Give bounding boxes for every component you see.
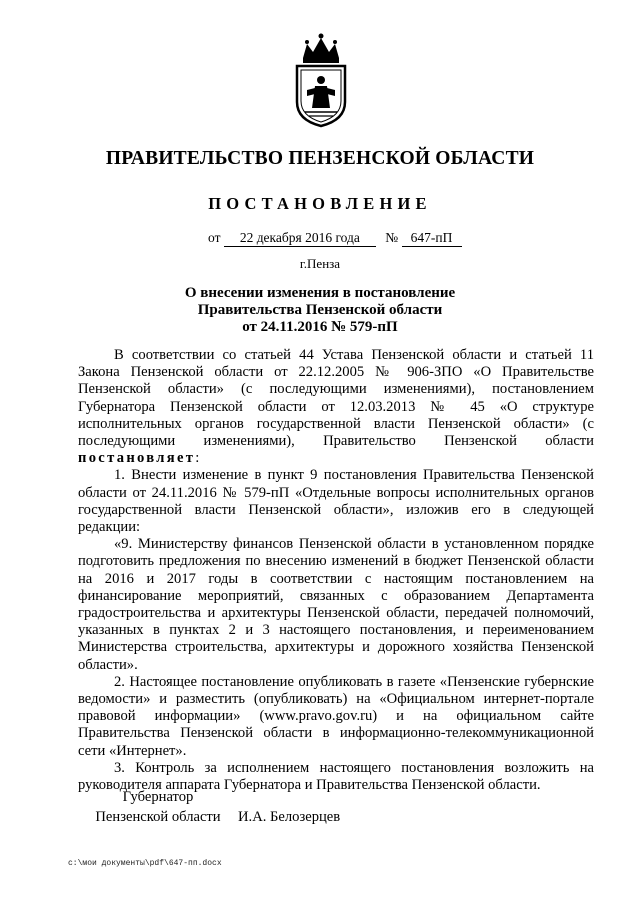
subject-line: Правительства Пензенской области (197, 302, 443, 318)
file-path-footer: c:\мои документы\pdf\647-пп.docx (68, 859, 222, 868)
document-body (78, 347, 594, 794)
date-prefix: от (208, 230, 221, 245)
number-prefix: № (385, 230, 399, 245)
item-2-paragraph: 2. Настоящее постановление опубликовать в газете «Пензенские губернские ведомости» и разместить (опубликовать) на «Официальном интернет-портале правовой информации» (www.pravo.gov.ru) и на официальном сайте Правительства Пензенской области в информационно-телекоммуникационной сети «Интернет». (78, 673, 594, 759)
city-name: г.Пенза (299, 256, 341, 271)
coat-of-arms-icon (293, 32, 349, 128)
resolves-word: постановляет (78, 450, 196, 467)
item-3-paragraph: 3. Контроль за исполнением настоящего постановления возложить на руководителя аппарата Губернатора и Правительства Пензенской области. (78, 759, 594, 794)
signatory-name: И.А. Белозерцев (238, 809, 341, 825)
document-date: 22 декабря 2016 года (224, 230, 376, 247)
item-1-quote-paragraph: «9. Министерству финансов Пензенской области в установленном порядке подготовить предложения по внесению изменений в бюджет Пензенской области на 2016 и 2017 годы в соответствии с настоящим постановлением на финансирование мероприятий, связанных с образованием Департамента градостроительства и архитектуры Пензенской области, передачей полномочий, указанных в пунктах 2 и 3 настоящего постановления, и переименованием Министерства строительства, архитектуры и дорожного хозяйства Пензенской области». (78, 536, 594, 673)
date-number-line (208, 230, 468, 250)
position-line: Пензенской области (95, 809, 221, 825)
subject-line: от 24.11.2016 № 579-пП (242, 319, 398, 335)
subject-line: О внесении изменения в постановление (184, 285, 456, 301)
position-line: Губернатор (122, 789, 194, 805)
resolves-colon: : (195, 450, 200, 467)
preamble-text: В соответствии со статьей 44 Устава Пензенской области и статьей 11 Закона Пензенской области от 22.12.2005 № 906-ЗПО «О Правительстве Пензенской области» (с последующими изменениями), постановлением Губернатора Пензенской области от 12.03.2013 № 45 «О структуре исполнительных органов государственной власти Пензенской области» (с последующими изменениями), Правительство Пензенской области (78, 347, 594, 450)
signatory-position (78, 787, 238, 827)
item-1-paragraph: 1. Внести изменение в пункт 9 постановления Правительства Пензенской области от 24.11.2016 № 579-пП «Отдельные вопросы исполнительных органов государственной власти Пензенской области», изложив его в следующей редакции: (78, 467, 594, 536)
document-type-heading: ПОСТАНОВЛЕНИЕ (208, 194, 432, 213)
preamble-paragraph (78, 347, 594, 467)
document-subject (0, 285, 640, 336)
government-title: ПРАВИТЕЛЬСТВО ПЕНЗЕНСКОЙ ОБЛАСТИ (105, 148, 535, 169)
document-number: 647-пП (402, 230, 462, 247)
